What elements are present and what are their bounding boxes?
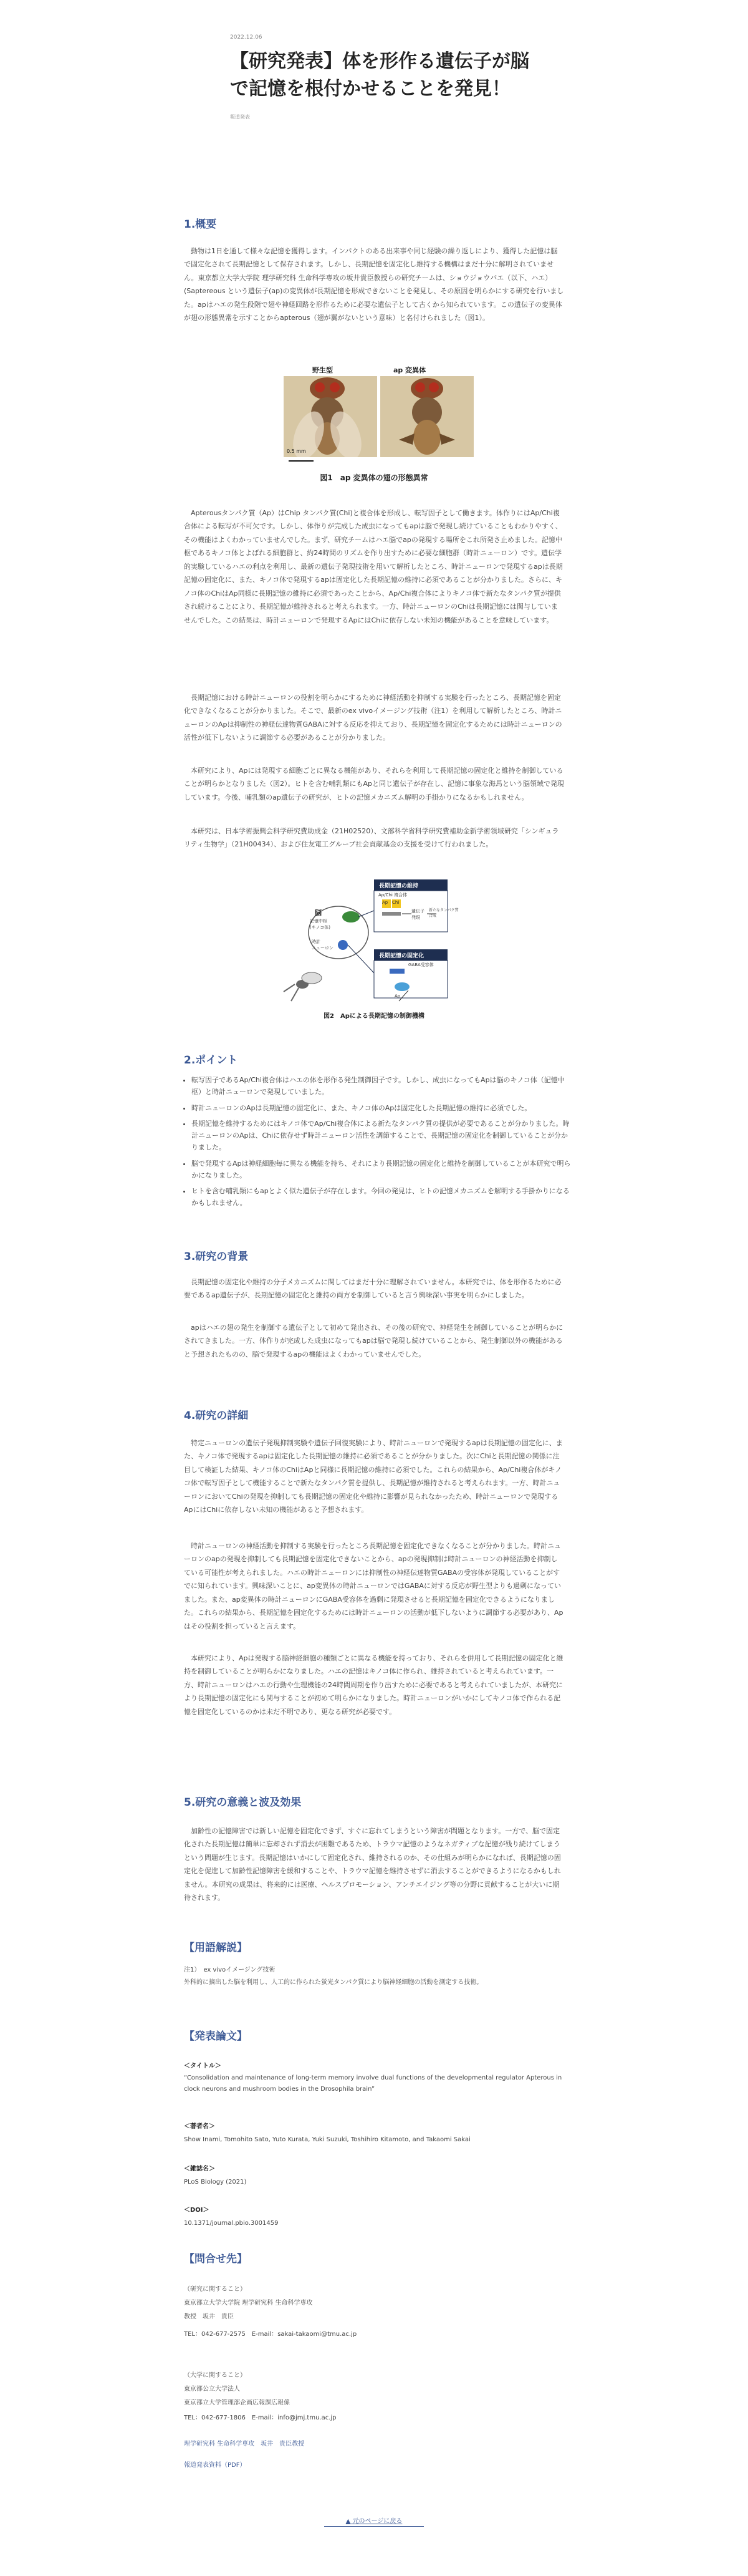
contact-research-tel: TEL：042-677-2575 E-mail：sakai-takaomi@tmu.ac.jp xyxy=(184,2331,357,2338)
figure-2-brain-label: 脳 xyxy=(315,909,322,917)
figure-2-gene-expression-label: 遺伝子 発現 xyxy=(411,909,424,920)
section-heading-paper: 【発表論文】 xyxy=(184,2030,247,2043)
section-heading-details: 4.研究の詳細 xyxy=(184,1410,249,1422)
point-item: • 転写因子であるAp/Chi複合体はハエの体を形作る発生制御因子です。しかし、成虫になってもApは脳のキノコ体（記憶中枢）と時計ニューロンで発現していました。 xyxy=(191,1074,572,1098)
points-list xyxy=(184,1074,572,1213)
figure-1-label-wildtype: 野生型 xyxy=(312,366,333,374)
figure-2-ap-label: Ap xyxy=(382,900,388,905)
paper-authors-label: ＜著者名＞ xyxy=(184,2123,215,2130)
figure-2-diagram xyxy=(184,879,564,1007)
section-heading-glossary: 【用語解説】 xyxy=(184,1942,247,1954)
researcher-profile-link[interactable]: 理学研究科 生命科学専攻 坂井 貴臣教授 xyxy=(184,2441,305,2448)
point-item: • 時計ニューロンのApは長期記憶の固定化に、また、キノコ体のApは固定化した長期記憶の維持に必須でした。 xyxy=(191,1102,572,1114)
glossary-description: 外科的に摘出した脳を利用し、人工的に作られた蛍光タンパク質により脳神経細胞の活動を測定する技術。 xyxy=(184,1979,483,1986)
press-release-pdf-link[interactable]: 報道発表資料（PDF） xyxy=(184,2462,246,2469)
point-item: • 脳で発現するApは神経細胞毎に異なる機能を持ち、それにより長期記憶の固定化と維持を制御していることが本研究で明らかになりました。 xyxy=(191,1158,572,1182)
contact-univ-org: 東京都公立大学法人 xyxy=(184,2386,240,2393)
paper-journal: PLoS Biology (2021) xyxy=(184,2179,247,2186)
figure-1-caption: 図1 ap 変異体の翅の形態異常 xyxy=(320,473,428,482)
figure-2-mushroom-body-label: 記憶中枢 (キノコ体) xyxy=(310,919,330,930)
contact-univ-tel: TEL：042-677-1806 E-mail：info@jmj.tmu.ac.jp xyxy=(184,2414,337,2421)
figure-2-protein-label: 新たなタンパク質 合成 xyxy=(429,908,459,918)
wildtype-fly-image xyxy=(284,376,377,457)
figure-2-caption: 図2 Apによる長期記憶の制御機構 xyxy=(324,1013,424,1020)
paper-journal-label: ＜雑誌名＞ xyxy=(184,2166,215,2172)
overview-paragraph-5: 本研究は、日本学術振興会科学研究費助成金（21H02520）、文部科学省科学研究費補助金新学術領域研究「シンギュラリティ生物学」（21H00434）、および住友電工グループ社会貢献基金の支援を受けて行われました。 xyxy=(184,827,559,849)
details-paragraph-2: 時計ニューロンの神経活動を抑制する実験を行ったところ長期記憶を固定化できなくなることが分かりました。時計ニューロンのapの発現を抑制しても長期記憶を固定化できないことから、apの発現抑制は時計ニューロンの神経活動を抑制している可能性が考えられました。ハエの時計ニューロンには抑制性の神経伝達物質GABAの受容体が発現していることがすでに知られています。興味深いことに、ap変異体の時計ニューロンではGABAに対する反応が野生型よりも過剰になっていました。また、ap変異体の時計ニューロンにGABA受容体を過剰に発現させると長期記憶を固定化できるようになりました。これらの結果から、長期記憶を固定化するためには時計ニューロンの活動が低下しないように調節する必要があり、Apはその役割を担っていると言えます。 xyxy=(184,1542,563,1630)
section-heading-points: 2.ポイント xyxy=(184,1054,238,1067)
overview-paragraph-3: 長期記憶における時計ニューロンの役割を明らかにするために神経活動を抑制する実験を行ったところ、長期記憶を固定化できなくなることが分かりました。そこで、最新のex vivoイメージング技術（注1）を利用して解析したところ、時計ニューロンのApは抑制性の神経伝達物質GABAに対する反応を抑えており、長期記憶を固定化するためには時計ニューロンの活性が低下しないように調節する必要があることが分かりました。 xyxy=(184,694,562,742)
figure-2-box-consolidation: 長期記憶の固定化 xyxy=(379,953,424,959)
section-heading-background: 3.研究の背景 xyxy=(184,1251,249,1263)
figure-2 xyxy=(184,879,564,1023)
point-item: • 長期記憶を維持するためにはキノコ体でAp/Chi複合体による新たなタンパク質の提供が必要であることが分かりました。時計ニューロンのApは、Chiに依存せず時計ニューロン活性を調節することで、長期記憶の固定化を制御していることが分かりました。 xyxy=(191,1118,572,1154)
paper-doi-label: ＜DOI＞ xyxy=(184,2207,209,2214)
figure-2-clock-neuron-label: 時計 ニューロン xyxy=(312,939,333,951)
overview-paragraph-2: Apterousタンパク質（Ap）はChip タンパク質(Chi)と複合体を形成し、転写因子として働きます。体作りにはAp/Chi複合体による転写が不可欠です。しかし、体作りが完成した成虫になってもapは脳で発現し続けていることもわかりやすく、その機能はよくわかっていませんでした。まず、研究チームはハエ脳でapの発現する場所をこれ所発さ止めました。記憶中枢であるキノコ体とよばれる細胞群と、約24時間のリズムを作り出すために必要な細胞群（時計ニューロン）です。遺伝学的実験しているハエの利点を利用し、最新の遺伝子発現技術を用いて解析したところ、時計ニューロンで発現するapは長期記憶の固定化に、また、キノコ体で発現するapは固定化した長期記憶の維持に必須であることが分かりました。さらに、キノコ体のChiはAp同様に長期記憶の維持に必須であったことから、Ap/Chi複合体によりキノコ体で新たなタンパク質が提供され続けることにより、長期記憶が維持されると考えられます。一方、時計ニューロンのChiは長期記憶には関与していませんでした。この結果は、時計ニューロンで発現するApにはChiに依存しない未知の機能があることを意味しています。 xyxy=(184,509,563,624)
figure-2-gaba-label: GABA受容体 xyxy=(408,962,434,967)
section-heading-contact: 【問合せ先】 xyxy=(184,2253,247,2265)
paper-title-label: ＜タイトル＞ xyxy=(184,2063,221,2070)
scale-bar-label: 0.5 mm xyxy=(287,448,306,454)
article-category: 報道発表 xyxy=(230,114,250,120)
wildtype-fly-icon xyxy=(284,376,377,457)
figure-2-complex-label: Ap/Chi 複合体 xyxy=(378,893,408,898)
details-paragraph-3: 本研究により、Apは発現する脳神経細胞の種類ごとに異なる機能を持っており、それらを併用して長期記憶の固定化と維持を制御していることが明らかになりました。ハエの記憶はキノコ体に作られ、維持されていると考えられています。一方、時計ニューロンはハエの行動や生理機能の24時間周期を作り出すために必要であると考えられていましたが、本研究により長期記憶の固定化にも関与することが初めて明らかになりました。時計ニューロンがいかにしてキノコ体で作られる記憶を固定化しているのかは未だ不明であり、更なる研究が必要です。 xyxy=(184,1654,563,1716)
contact-univ-label: （大学に関すること） xyxy=(184,2372,246,2379)
scale-bar xyxy=(289,460,314,462)
figure-2-chi-label: Chi xyxy=(392,900,400,905)
paper-title: “Consolidation and maintenance of long-term memory involve dual functions of the developmental regulator Apterous in clock neurons and mushroom bodies in the Drosophila brain” xyxy=(184,2075,562,2093)
figure-1-label-mutant: ap 変異体 xyxy=(393,366,426,374)
figure-2-ap-label-bottom: Ap xyxy=(395,994,401,999)
article-page xyxy=(184,0,571,2525)
overview-paragraph-1: 動物は1日を通して様々な記憶を獲得します。インパクトのある出来事や同じ経験の繰り返しにより、獲得した記憶は脳で固定化されて長期記憶として保存されます。しかし、長期記憶を固定化し維持する機構はまだ十分に解明されていません。東京都立大学大学院 理学研究科 生命科学専攻の坂井貴臣教授らの研究チームは、ショウジョウバエ（以下、ハエ）(Saptereous という遺伝子(ap)の変異体が長期記憶を形成できないことを発見し、その原因を明らかにする研究を行いました。apはハエの発生段階で翅や神経回路を形作るために必要な遺伝子として古くから知られています。この遺伝子の変異体が翅の形態異常を示すことからapterous（翅が翼がないという意味）と名付けられました（図1）。 xyxy=(184,247,564,322)
background-paragraph-1: 長期記憶の固定化や維持の分子メカニズムに関してはまだ十分に理解されていません。本研究では、体を形作るために必要であるap遺伝子が、長期記憶の固定化と維持の両方を制御していると言う興味深い事実を明らかにしました。 xyxy=(184,1278,562,1300)
overview-paragraph-4: 本研究により、Apには発現する細胞ごとに異なる機能があり、それらを利用して長期記憶の固定化と維持を制御していることが明らかとなりました（図2）。ヒトを含む哺乳類にもApと同じ遺伝子が存在し、記憶に事象な海馬という脳領域で発現しています。今後、哺乳類のap遺伝子の研究が、ヒトの記憶メカニズム解明の手掛かりになるかもしれません。 xyxy=(184,767,565,801)
paper-doi: 10.1371/journal.pbio.3001459 xyxy=(184,2220,279,2227)
paper-authors: Show Inami, Tomohito Sato, Yuto Kurata, Yuki Suzuki, Toshihiro Kitamoto, and Takaomi Sakai xyxy=(184,2136,471,2143)
publish-date: 2022.12.06 xyxy=(230,34,262,41)
contact-univ-dept: 東京都立大学管理部企画広報課広報係 xyxy=(184,2399,290,2406)
contact-research-person: 教授 坂井 貴臣 xyxy=(184,2313,234,2320)
details-paragraph-1: 特定ニューロンの遺伝子発現抑制実験や遺伝子回復実験により、時計ニューロンで発現するapは長期記憶の固定化に、また、キノコ体で発現するapは固定化した長期記憶の維持に必須であることが分かりました。次にChiと長期記憶の関係に注目して検証した結果、キノコ体のChiはApと同様に長期記憶の維持に必須でした。これらの結果から、Ap/Chi複合体がキノコ体で転写因子として機能することで新たなタンパク質を提供し、長期記憶が維持されると考えられます。一方、時計ニューロンにおいてChiの発現を抑制しても長期記憶の固定化や維持に影響が見られなかったため、時計ニューロンで発現するApにはChiに依存しない未知の機能があると予想されます。 xyxy=(184,1439,563,1514)
point-item: • ヒトを含む哺乳類にもapとよく似た遺伝子が存在します。今回の発見は、ヒトの記憶メカニズムを解明する手掛かりになるかもしれません。 xyxy=(191,1185,572,1209)
glossary-term: 注1） ex vivoイメージング技術 xyxy=(184,1967,276,1973)
section-heading-overview: 1.概要 xyxy=(184,218,217,231)
back-to-previous-link[interactable]: ▲ 元のページに戻る xyxy=(345,2518,403,2525)
page-title: 【研究発表】体を形作る遺伝子が脳で記憶を根付かせることを発見！ xyxy=(230,51,529,100)
mutant-fly-icon xyxy=(380,376,474,457)
section-heading-significance: 5.研究の意義と波及効果 xyxy=(184,1796,302,1809)
figure-2-box-maintenance: 長期記憶の維持 xyxy=(379,883,419,889)
contact-research-org: 東京都立大学大学院 理学研究科 生命科学専攻 xyxy=(184,2300,313,2307)
significance-paragraph: 加齢性の記憶障害では新しい記憶を固定化できず、すぐに忘れてしまうという障害が問題となります。一方で、脳で固定化された長期記憶は簡単に忘却されず消去が困難であるため、トラウマ記憶のようなネガティブな記憶が残り続けてしまうという問題が生じます。長期記憶はいかにして固定化され、維持されるのか、その仕組みが明らかになれば、長期記憶の固定化を促進して加齢性記憶障害を緩和することや、トラウマ記憶を維持させずに消去することができるようになるかもしれません。本研究の成果は、将来的には医療、ヘルスプロモーション、アンチエイジング等の分野に貢献することが大いに期待されます。 xyxy=(184,1827,561,1902)
mutant-fly-image xyxy=(380,376,474,457)
figure-1 xyxy=(184,365,564,493)
contact-research-label: （研究に関すること） xyxy=(184,2286,246,2293)
background-paragraph-2: apはハエの翅の発生を制御する遺伝子として初めて発出され、その後の研究で、神経発生を制御していることが明らかにされてきました。一方、体作りが完成した成虫になってもapは脳で発現し続けていることから、発生制御以外の機能があると予想されたものの、脳で発現するapの機能はよくわかっていませんでした。 xyxy=(184,1324,563,1358)
footer-divider xyxy=(324,2526,424,2527)
